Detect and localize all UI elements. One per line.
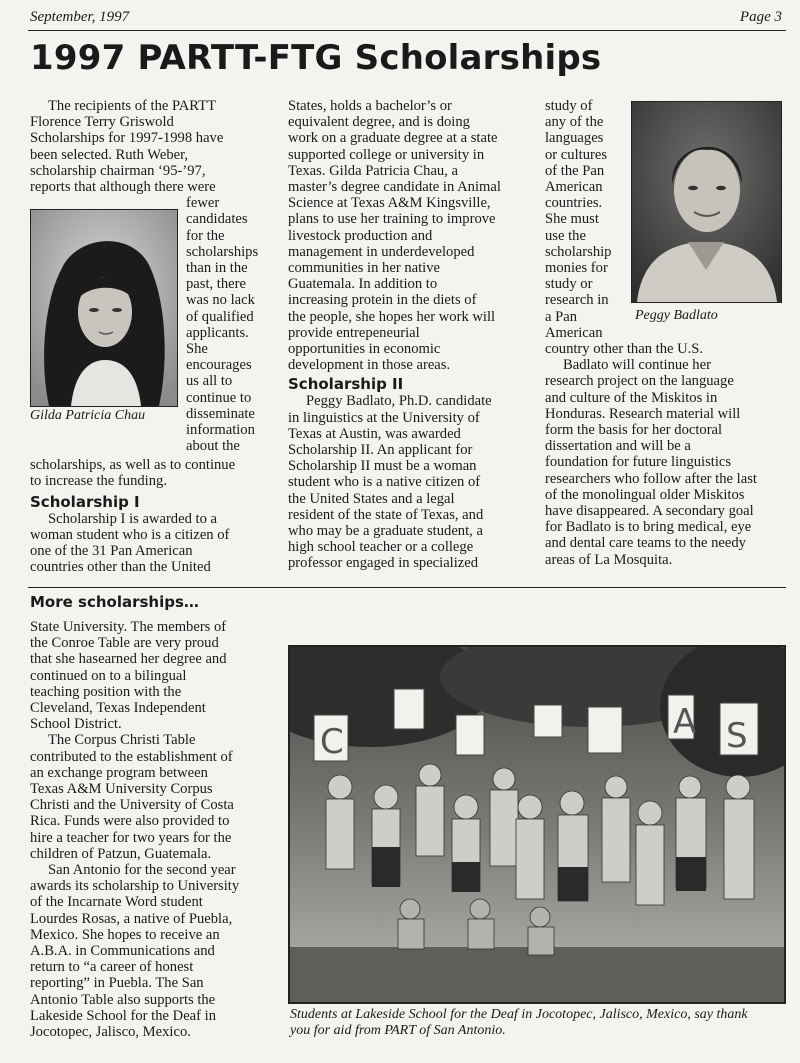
peggy-badlato-caption: Peggy Badlato bbox=[635, 308, 718, 323]
text-line: communities in her native bbox=[288, 260, 440, 277]
scholarship-2-heading: Scholarship II bbox=[288, 375, 404, 394]
text-line: awards its scholarship to University bbox=[30, 878, 240, 895]
text-line: Guatemala. In addition to bbox=[288, 276, 438, 293]
text-line: continue to bbox=[186, 389, 252, 406]
text-line: an exchange program between bbox=[30, 764, 208, 781]
text-line: countries. bbox=[545, 195, 603, 212]
text-line: The recipients of the PARTT bbox=[48, 98, 216, 114]
text-line: woman student who is a citizen of bbox=[30, 526, 230, 543]
text-line: the Conroe Table are very proud bbox=[30, 635, 219, 652]
more-scholarships-column bbox=[30, 619, 266, 1040]
header-divider bbox=[28, 30, 786, 31]
text-line: master’s degree candidate in Animal bbox=[288, 179, 501, 196]
text-line: applicants. bbox=[186, 324, 249, 341]
article-column-1 bbox=[30, 98, 262, 575]
text-line: opportunities in economic bbox=[288, 341, 441, 358]
intro-paragraph bbox=[30, 98, 262, 195]
article-title: 1997 PARTT-FTG Scholarships bbox=[30, 38, 602, 78]
text-line: use the bbox=[545, 227, 586, 244]
text-line: State University. The members of bbox=[30, 619, 227, 635]
text-line: country other than the U.S. bbox=[545, 341, 704, 357]
text-line: study or bbox=[545, 276, 593, 293]
text-line: States, holds a bachelor’s or bbox=[288, 98, 452, 114]
text-line: teaching position with the bbox=[30, 683, 182, 700]
text-line: Florence Terry Griswold bbox=[30, 114, 174, 131]
text-line: that she hasearned her degree and bbox=[30, 651, 227, 668]
caption-line: you for aid from PART of San Antonio. bbox=[290, 1023, 506, 1038]
text-line: She bbox=[186, 341, 208, 358]
group-photo-caption bbox=[290, 1007, 748, 1039]
text-line: high school teacher or a college bbox=[288, 539, 474, 556]
text-line: She must bbox=[545, 211, 599, 228]
text-line: study of bbox=[545, 98, 593, 114]
text-line: information bbox=[186, 422, 255, 439]
text-line: the United States and a legal bbox=[288, 490, 455, 507]
text-line: increasing protein in the diets of bbox=[288, 292, 477, 309]
photo-wrap-block bbox=[545, 98, 782, 341]
text-line: disseminate bbox=[186, 405, 255, 422]
sign-letter-c: C bbox=[320, 722, 344, 762]
text-line: management in underdeveloped bbox=[288, 243, 475, 260]
text-line: continued on to a bilingual bbox=[30, 667, 187, 684]
text-line: in linguistics at the University of bbox=[288, 409, 480, 426]
text-line: Rica. Funds were also provided to bbox=[30, 813, 230, 830]
sign-letter-s: S bbox=[726, 716, 748, 756]
text-line: Texas A&M University Corpus bbox=[30, 781, 213, 798]
text-line: Honduras. Research material will bbox=[545, 405, 741, 422]
text-line: researchers who follow after the last bbox=[545, 470, 757, 487]
text-line: scholarship bbox=[545, 243, 612, 260]
text-line: student who is a native citizen of bbox=[288, 474, 481, 491]
text-line: hire a teacher for two years for the bbox=[30, 829, 232, 846]
text-line: Scholarship I is awarded to a bbox=[48, 510, 217, 527]
text-line: Science at Texas A&M Kingsville, bbox=[288, 195, 491, 212]
text-line: resident of the state of Texas, and bbox=[288, 506, 484, 523]
text-line: candidates bbox=[186, 211, 248, 228]
text-line: areas of La Mosquita. bbox=[545, 551, 673, 568]
text-line: Scholarship II. An applicant for bbox=[288, 442, 473, 459]
text-line: scholarship chairman ‘95-’97, bbox=[30, 162, 206, 179]
text-line: Scholarship II must be a woman bbox=[288, 458, 477, 475]
text-line: professor engaged in specialized bbox=[288, 555, 479, 572]
article-column-3 bbox=[545, 98, 782, 568]
text-line: one of the 31 Pan American bbox=[30, 543, 193, 560]
text-line: foundation for future linguistics bbox=[545, 454, 732, 471]
text-line: of qualified bbox=[186, 308, 254, 325]
gilda-chau-photo bbox=[30, 209, 178, 407]
text-line: past, there bbox=[186, 276, 246, 293]
text-line: The Corpus Christi Table bbox=[48, 732, 196, 749]
text-line: of the Incarnate Word student bbox=[30, 894, 203, 911]
text-line: fewer bbox=[186, 195, 220, 212]
text-line: contributed to the establishment of bbox=[30, 748, 233, 765]
text-line: scholarships, as well as to continue bbox=[30, 457, 236, 474]
text-line: or cultures bbox=[545, 146, 608, 163]
text-line: Badlato will continue her bbox=[563, 357, 711, 374]
text-line: languages bbox=[545, 130, 604, 147]
text-line: Texas at Austin, was awarded bbox=[288, 425, 461, 442]
text-line: supported college or university in bbox=[288, 146, 485, 163]
photo-wrap-block bbox=[30, 195, 262, 457]
text-line: research in bbox=[545, 292, 609, 309]
text-line: provide entrepeneurial bbox=[288, 324, 420, 341]
wrapped-text bbox=[545, 98, 629, 341]
text-line: form the basis for her doctoral bbox=[545, 422, 723, 439]
text-line: and dental care teams to the needy bbox=[545, 535, 746, 552]
text-line: about the bbox=[186, 438, 240, 455]
text-line: monies for bbox=[545, 260, 608, 277]
text-line: encourages bbox=[186, 357, 252, 374]
gilda-chau-caption: Gilda Patricia Chau bbox=[30, 408, 146, 424]
text-line: than in the bbox=[186, 260, 248, 277]
text-line: Antonio Table also supports the bbox=[30, 991, 216, 1008]
text-line: the people, she hopes her work will bbox=[288, 308, 496, 325]
text-line: been selected. Ruth Weber, bbox=[30, 146, 189, 163]
students-group-photo bbox=[288, 645, 786, 1004]
text-line: return to “a career of honest bbox=[30, 959, 194, 976]
peggy-badlato-photo bbox=[631, 101, 782, 303]
text-line: School District. bbox=[30, 716, 122, 733]
text-line: have disappeared. A secondary goal bbox=[545, 503, 754, 520]
text-line: a Pan bbox=[545, 308, 578, 325]
text-line: A.B.A. in Communications and bbox=[30, 943, 215, 960]
text-line: Mexico. She hopes to receive an bbox=[30, 926, 220, 943]
text-line: reporting” in Puebla. The San bbox=[30, 975, 204, 992]
text-line: Peggy Badlato, Ph.D. candidate bbox=[306, 393, 492, 410]
text-line: and culture of the Miskitos in bbox=[545, 389, 718, 406]
text-line: to increase the funding. bbox=[30, 473, 167, 490]
text-line: equivalent degree, and is doing bbox=[288, 114, 470, 131]
text-line: American bbox=[545, 324, 603, 341]
text-line: American bbox=[545, 179, 603, 196]
text-line: plans to use her training to improve bbox=[288, 211, 496, 228]
more-scholarships-heading: More scholarships… bbox=[30, 593, 199, 611]
text-line: us all to bbox=[186, 373, 233, 390]
article-column-2 bbox=[288, 98, 523, 572]
text-line: children of Patzun, Guatemala. bbox=[30, 845, 212, 862]
text-line: Texas. Gilda Patricia Chau, a bbox=[288, 162, 458, 179]
text-line: of the Pan bbox=[545, 162, 605, 179]
text-line: scholarships bbox=[186, 243, 259, 260]
text-line: research project on the language bbox=[545, 373, 734, 390]
text-line: Lourdes Rosas, a native of Puebla, bbox=[30, 910, 233, 927]
scholarship-1-heading: Scholarship I bbox=[30, 492, 140, 511]
text-line: Scholarships for 1997-1998 have bbox=[30, 130, 224, 147]
text-line: development in those areas. bbox=[288, 357, 451, 374]
text-line: was no lack bbox=[186, 292, 255, 309]
text-line: any of the bbox=[545, 114, 604, 131]
text-line: work on a graduate degree at a state bbox=[288, 130, 498, 147]
text-line: Christi and the University of Costa bbox=[30, 797, 234, 814]
text-line: Cleveland, Texas Independent bbox=[30, 700, 206, 717]
text-line: San Antonio for the second year bbox=[48, 862, 236, 879]
text-line: Lakeside School for the Deaf in bbox=[30, 1007, 217, 1024]
text-line: for Badlato is to bring medical, eye bbox=[545, 519, 752, 536]
issue-date: September, 1997 bbox=[30, 9, 130, 25]
text-line: reports that although there were bbox=[30, 179, 216, 196]
text-line: for the bbox=[186, 227, 225, 244]
text-line: Jocotopec, Jalisco, Mexico. bbox=[30, 1024, 191, 1041]
wrapped-text bbox=[186, 195, 266, 454]
caption-line: Students at Lakeside School for the Deaf in Jocotopec, Jalisco, Mexico, say thank bbox=[290, 1007, 748, 1022]
text-line: of the monolingual older Miskitos bbox=[545, 486, 745, 503]
text-line: livestock production and bbox=[288, 227, 433, 244]
sign-letter-a: A bbox=[673, 702, 697, 742]
text-line: dissertation and will be a bbox=[545, 438, 691, 455]
section-divider bbox=[28, 587, 786, 588]
text-line: who may be a graduate student, a bbox=[288, 523, 483, 540]
text-line: countries other than the United bbox=[30, 559, 211, 576]
page-number: Page 3 bbox=[739, 9, 782, 25]
